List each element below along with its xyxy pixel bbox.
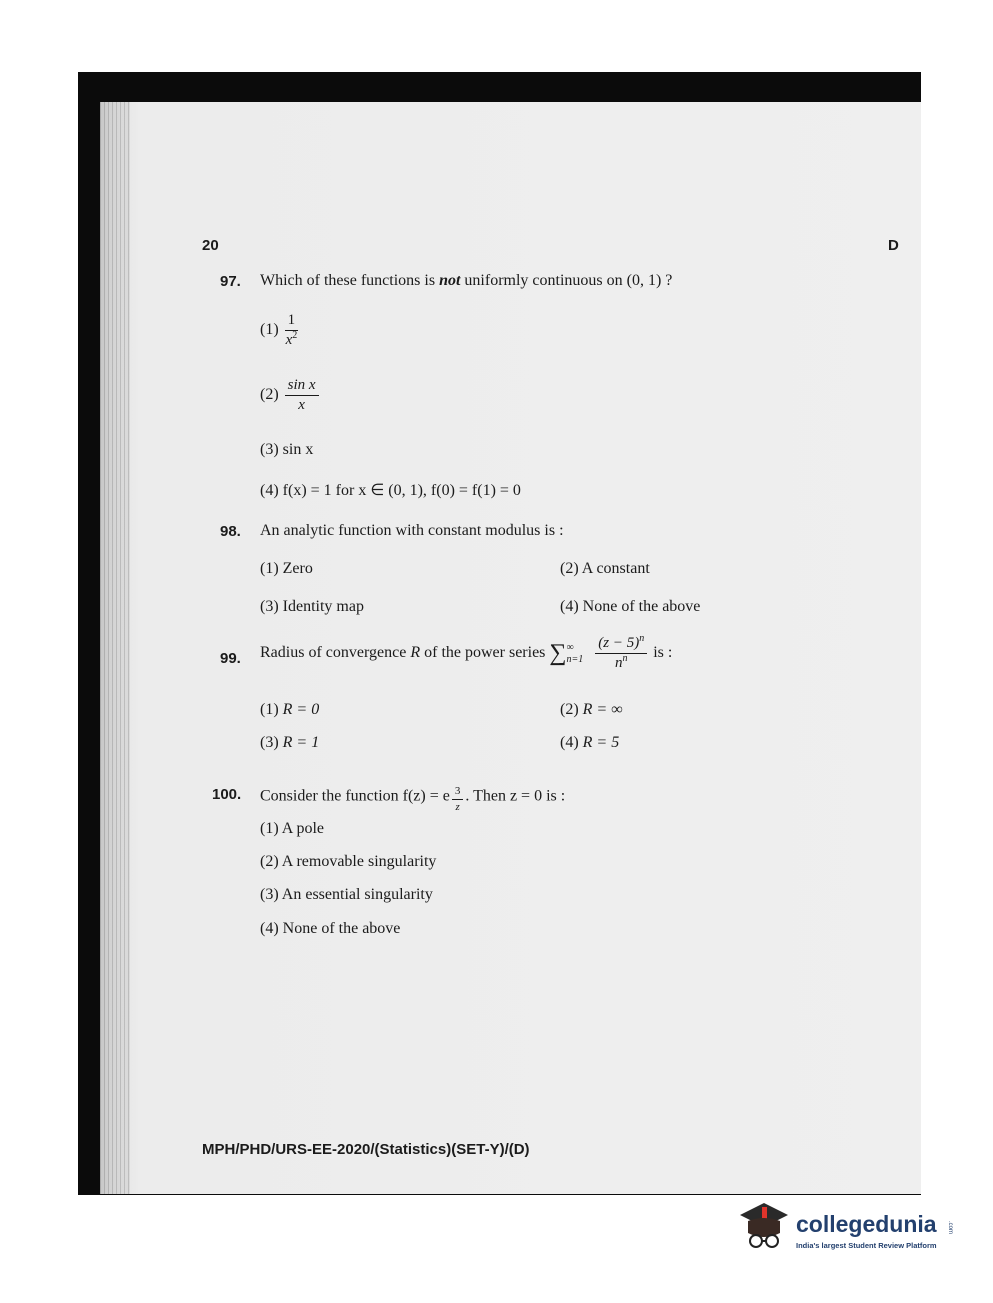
option-label: (2): [260, 386, 279, 404]
option-1: (1) Zero: [260, 560, 313, 577]
question-number: 100.: [212, 786, 242, 803]
option-4: (4) R = 5: [560, 734, 620, 751]
question-stem: Radius of convergence R of the power series ∑ ∞ n=1 $\frac{(z - 5)^n}{n^n}$ is :: [260, 633, 673, 671]
question-stem: An analytic function with constant modulus is :: [260, 522, 564, 539]
summation-symbol: ∑: [549, 640, 567, 666]
option-label: (1): [260, 321, 279, 339]
option-label: (4): [560, 598, 579, 615]
question-number: 99.: [220, 650, 241, 667]
option-label: (1): [260, 560, 279, 577]
exponent-fraction: $\frac{3}{z}$: [452, 786, 464, 813]
paper-code-footer: MPH/PHD/URS-EE-2020/(Statistics)(SET-Y)/(D): [202, 1141, 530, 1158]
option-3: (3) Identity map: [260, 598, 364, 615]
collegedunia-watermark: [736, 1197, 966, 1261]
option-4: (4) None of the above: [260, 920, 401, 937]
series-term-fraction: $\frac{(z - 5)^n}{n^n}$: [595, 636, 647, 671]
option-label: (3): [260, 886, 279, 903]
brand-name: collegedunia: [796, 1211, 937, 1237]
option-4: (4) f(x) = 1 for x ∈ (0, 1), f(0) = f(1) = 0: [260, 482, 521, 499]
option-label: (4): [260, 482, 279, 499]
page-number: 20: [202, 237, 219, 254]
option-label: (2): [560, 701, 579, 718]
question-number: 98.: [220, 523, 241, 540]
option-2: (2) A removable singularity: [260, 853, 437, 870]
option-label: (3): [260, 734, 279, 751]
fraction: $\frac{1}{x^2}$: [285, 312, 298, 348]
option-1: (1) A pole: [260, 820, 324, 837]
option-label: (4): [260, 920, 279, 937]
set-code: D: [888, 237, 899, 254]
brand-tagline: India's largest Student Review Platform: [796, 1241, 937, 1250]
page-binding-edge: [100, 102, 130, 1194]
option-4: (4) None of the above: [560, 598, 701, 615]
question-stem: Which of these functions is not uniformly continuous on (0, 1) ?: [260, 272, 673, 289]
option-label: (2): [260, 853, 279, 870]
option-1: [260, 313, 300, 348]
option-3: (3) sin x: [260, 441, 314, 458]
option-label: (1): [260, 701, 279, 718]
brand-suffix: .com: [947, 1221, 953, 1235]
option-label: (2): [560, 560, 579, 577]
fraction: $\frac{\text{sin x}}{x}$: [285, 378, 319, 413]
option-label: (3): [260, 441, 279, 458]
option-2: (2) A constant: [560, 560, 650, 577]
option-3: (3) An essential singularity: [260, 886, 433, 903]
option-label: (4): [560, 734, 579, 751]
option-3: (3) R = 1: [260, 734, 320, 751]
option-2: [260, 378, 321, 413]
option-2: (2) R = ∞: [560, 701, 623, 718]
question-stem: Consider the function f(z) = e $\frac{3}{z}$ . Then z = 0 is :: [260, 785, 566, 813]
option-label: (3): [260, 598, 279, 615]
question-number: 97.: [220, 273, 241, 290]
option-label: (1): [260, 820, 279, 837]
option-1: (1) R = 0: [260, 701, 320, 718]
graduate-mascot-icon: [736, 1197, 794, 1257]
